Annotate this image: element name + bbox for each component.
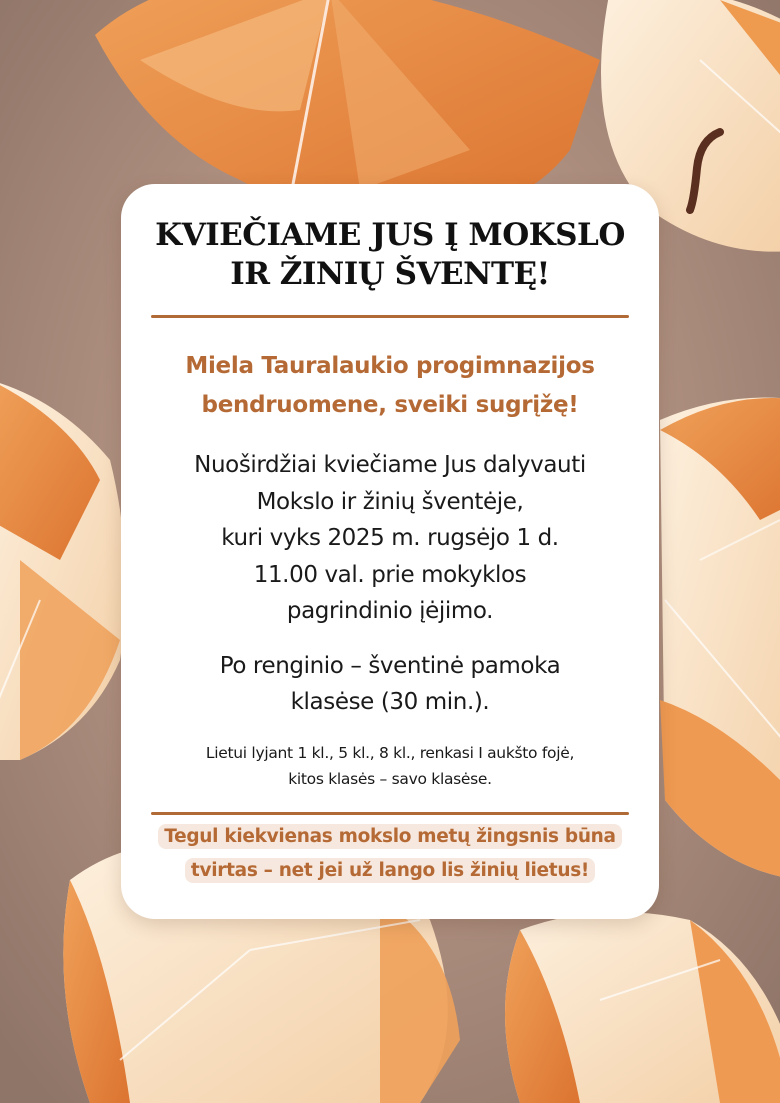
invitation-card (121, 184, 659, 919)
umbrella-right-middle (660, 398, 780, 881)
greeting-line: Miela Tauralaukio progimnazijos (185, 353, 595, 379)
after-line: klasėse (30 min.). (290, 689, 490, 715)
greeting-line: bendruomene, sveiki sugrįžę! (201, 392, 579, 418)
title-line: KVIEČIAME JUS Į MOKSLO (155, 217, 625, 253)
motto-line: tvirtas – net jei už lango lis žinių lietus! (185, 858, 595, 883)
invitation-body (131, 447, 649, 630)
after-line: Po renginio – šventinė pamoka (219, 653, 561, 679)
body-line: Mokslo ir žinių šventėje, (256, 488, 524, 515)
motto-line: Tegul kiekvienas mokslo metų žingsnis būna (158, 824, 622, 849)
body-line: kuri vyks 2025 m. rugsėjo 1 d. (221, 525, 559, 551)
body-line: pagrindinio įėjimo. (286, 598, 494, 624)
motto (135, 820, 645, 888)
bottom-divider (151, 812, 629, 815)
invitation-title (141, 216, 639, 294)
greeting (131, 347, 649, 425)
body-line: Nuoširdžiai kviečiame Jus dalyvauti (194, 452, 586, 478)
title-line: IR ŽINIŲ ŠVENTĘ! (230, 256, 550, 292)
body-line: 11.00 val. prie mokyklos (253, 561, 527, 588)
top-divider (151, 315, 629, 318)
note-line: Lietui lyjant 1 kl., 5 kl., 8 kl., renkasi I aukšto fojė, (205, 744, 575, 762)
rain-note (131, 740, 649, 792)
after-event-text (131, 648, 649, 720)
note-line: kitos klasės – savo klasėse. (288, 770, 492, 788)
